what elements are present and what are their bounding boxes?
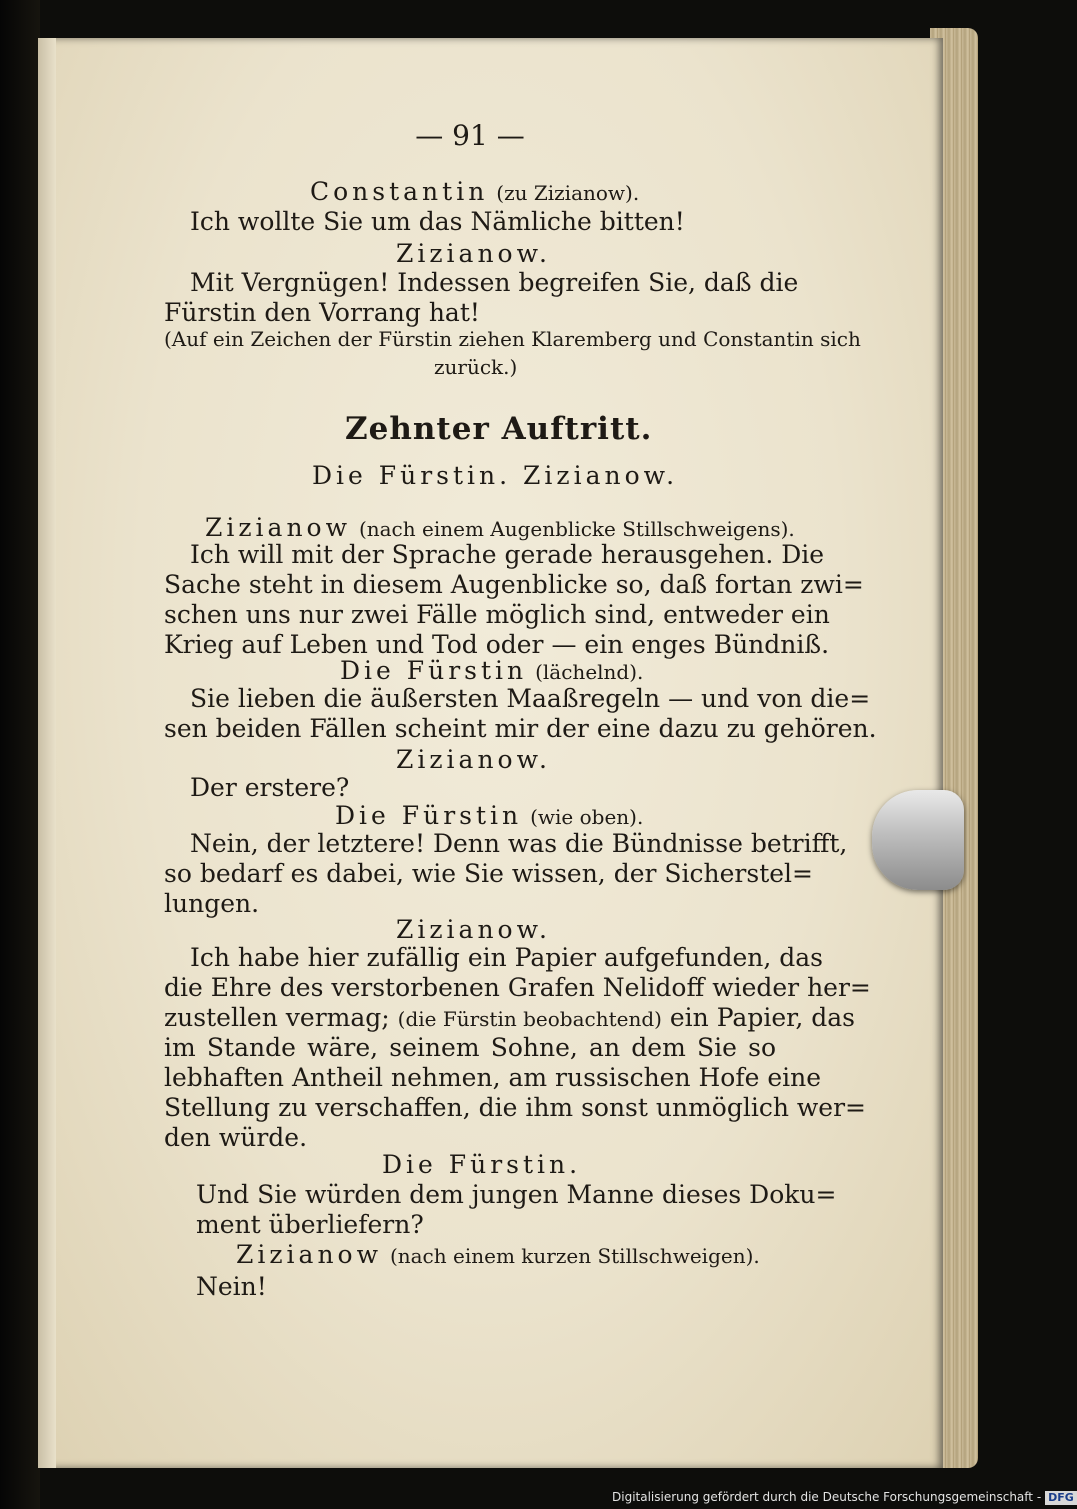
stage-direction: (lächelnd).: [535, 660, 644, 684]
stage-direction: (zu Zizianow).: [496, 181, 640, 205]
text-line: im Stande wäre, seinem Sohne, an dem Sie so: [164, 1033, 776, 1062]
speaker-name: Zizianow: [236, 1240, 382, 1269]
stage-direction: zurück.): [434, 355, 518, 379]
text-line: so bedarf es dabei, wie Sie wissen, der Sicherstel=: [164, 859, 813, 888]
text-line: Nein, der letztere! Denn was die Bündnisse betrifft,: [190, 829, 848, 858]
text-line: Sie lieben die äußersten Maaßregeln — und von die=: [190, 684, 871, 713]
speaker-name: Die Fürstin: [335, 801, 523, 830]
speaker-name: Zizianow.: [396, 915, 551, 944]
page-number: — 91 —: [415, 119, 525, 152]
text-line: Krieg auf Leben und Tod oder — ein enges Bündniß.: [164, 630, 830, 659]
speaker-line: [310, 177, 639, 208]
speaker-line: [335, 801, 643, 832]
text-line: sen beiden Fällen scheint mir der eine dazu zu gehören.: [164, 714, 877, 743]
text-line: Ich will mit der Sprache gerade herausgehen. Die: [190, 540, 825, 569]
text-line: [164, 1003, 855, 1034]
scene-heading: Zehnter Auftritt.: [345, 411, 653, 447]
stage-direction: (die Fürstin beobachtend): [397, 1007, 662, 1031]
dfg-logo: DFG: [1045, 1491, 1077, 1505]
speaker-name: Zizianow.: [396, 745, 551, 774]
text-line: Der erstere?: [190, 773, 350, 802]
stage-direction: (nach einem kurzen Stillschweigen).: [389, 1244, 760, 1268]
text-segment: zustellen vermag;: [164, 1003, 390, 1032]
cast-line: Die Fürstin. Zizianow.: [312, 461, 679, 490]
speaker-name: Zizianow.: [396, 239, 551, 268]
footer-credit: [612, 1486, 1074, 1508]
text-line: schen uns nur zwei Fälle möglich sind, entweder ein: [164, 600, 830, 629]
text-line: Ich habe hier zufällig ein Papier aufgefunden, das: [190, 943, 824, 972]
speaker-name: Die Fürstin: [340, 656, 528, 685]
speaker-name: Die Fürstin.: [382, 1150, 582, 1179]
speaker-line: [236, 1240, 760, 1271]
text-line: lebhaften Antheil nehmen, am russischen Hofe eine: [164, 1063, 822, 1092]
text-line: Sache steht in diesem Augenblicke so, daß fortan zwi=: [164, 570, 864, 599]
text-line: Fürstin den Vorrang hat!: [164, 298, 480, 327]
text-line: Ich wollte Sie um das Nämliche bitten!: [190, 207, 685, 236]
speaker-line: [340, 656, 643, 687]
speaker-name: Constantin: [310, 177, 489, 206]
stage-direction: (Auf ein Zeichen der Fürstin ziehen Klaremberg und Constantin sich: [164, 327, 861, 351]
text-segment: ein Papier, das: [669, 1003, 855, 1032]
stage-direction: (nach einem Augenblicke Stillschweigens).: [358, 517, 795, 541]
text-line: Mit Vergnügen! Indessen begreifen Sie, daß die: [190, 268, 799, 297]
text-line: ment überliefern?: [196, 1210, 424, 1239]
text-line: Und Sie würden dem jungen Manne dieses Doku=: [196, 1180, 837, 1209]
speaker-name: Zizianow: [205, 513, 351, 542]
text-line: lungen.: [164, 889, 260, 918]
text-line: Stellung zu verschaffen, die ihm sonst unmöglich wer=: [164, 1093, 866, 1122]
text-line: die Ehre des verstorbenen Grafen Nelidoff wieder her=: [164, 973, 871, 1002]
footer-text: Digitalisierung gefördert durch die Deutsche Forschungsgemeinschaft -: [612, 1490, 1042, 1504]
text-line: Nein!: [196, 1272, 267, 1301]
text-line: den würde.: [164, 1123, 308, 1152]
stage-direction: (wie oben).: [530, 805, 644, 829]
